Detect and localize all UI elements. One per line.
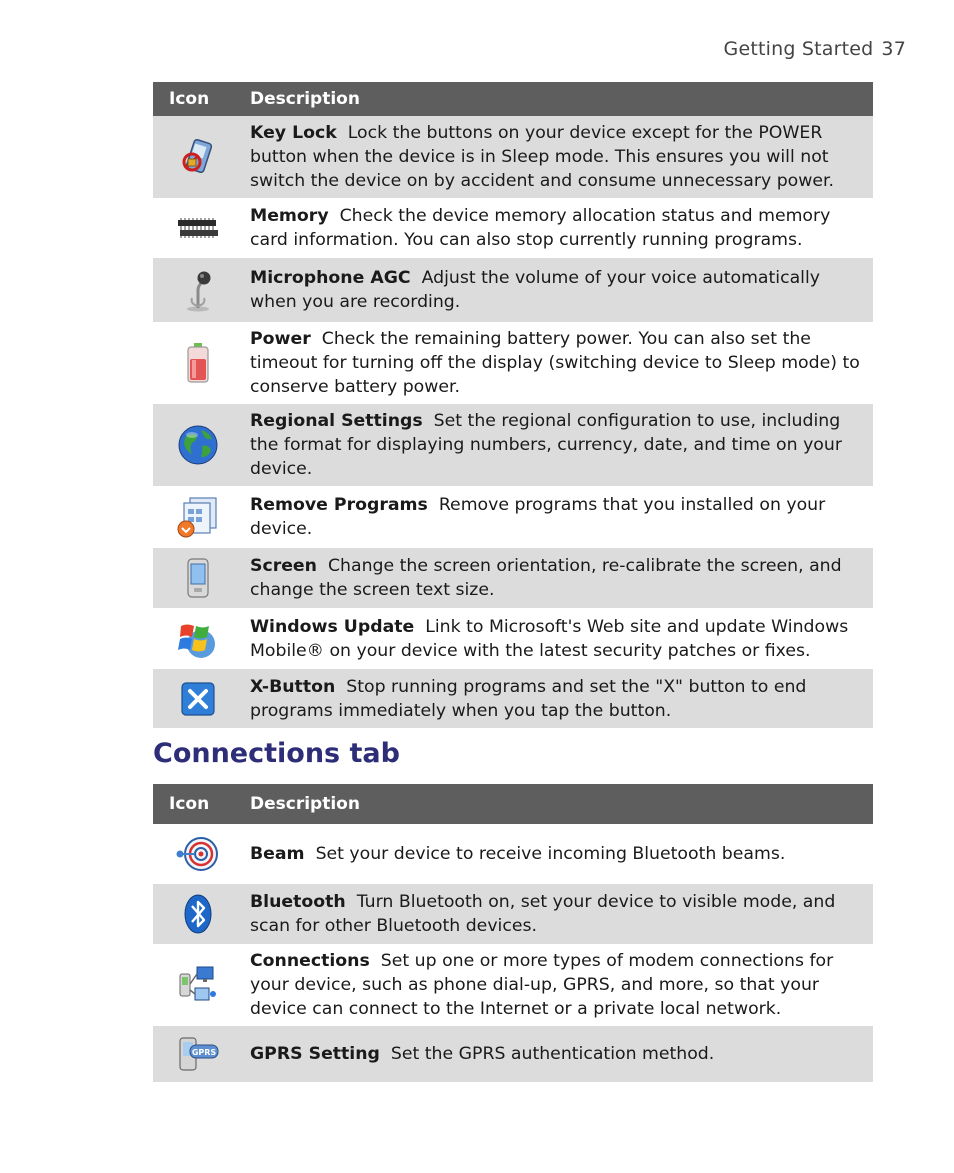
- entry-description: Link to Microsoft's Web site and update Windows Mobile® on your device with the latest security patches or fixes.: [250, 616, 849, 661]
- table-row-microphone-agc: [153, 258, 873, 322]
- table-row-x-button: [153, 669, 873, 728]
- entry-name: Remove Programs: [250, 495, 428, 515]
- entry-description: Remove programs that you installed on your device.: [250, 495, 826, 539]
- table-row-regional-settings: [153, 404, 873, 486]
- table-row-key-lock: [153, 116, 873, 198]
- entry-description: Lock the buttons on your device except for the POWER button when the device is in Sleep mode. This ensures you will not switch the device on by accident and consume unnecessary power.: [250, 123, 835, 191]
- memory-chip-icon: [175, 208, 221, 248]
- entry-description: Set your device to receive incoming Bluetooth beams.: [315, 844, 786, 864]
- entry-name: Power: [250, 329, 311, 349]
- table-row-beam: [153, 824, 873, 884]
- entry-description: Check the remaining battery power. You can also set the timeout for turning off the display (switching device to Sleep mode) to conserve battery power.: [250, 329, 860, 397]
- table-row-gprs-setting: [153, 1026, 873, 1082]
- entry-description: Check the device memory allocation status and memory card information. You can also stop currently running programs.: [250, 206, 831, 250]
- windows-update-icon: [177, 618, 219, 660]
- x-button-icon: [180, 681, 216, 717]
- entry-name: Regional Settings: [250, 411, 423, 431]
- beam-icon: [175, 833, 221, 875]
- entry-name: X-Button: [250, 676, 336, 697]
- entry-name: Microphone AGC: [250, 268, 411, 288]
- entry-description: Set the regional configuration to use, including the format for displaying numbers, currency, date, and time on your device.: [250, 411, 842, 479]
- svg-text:GPRS: GPRS: [191, 1048, 217, 1057]
- running-header-section: Getting Started: [723, 38, 874, 60]
- section-title: Connections tab: [153, 738, 400, 769]
- table-row-remove-programs: [153, 486, 873, 548]
- connections-table: [153, 784, 873, 1082]
- microphone-icon: [180, 268, 216, 312]
- table-row-connections: [153, 944, 873, 1026]
- entry-name: Windows Update: [250, 616, 415, 637]
- entry-description: Stop running programs and set the "X" button to end programs immediately when you tap the button.: [250, 676, 807, 721]
- table-header-row: [153, 784, 873, 824]
- entry-name: Memory: [250, 206, 329, 226]
- battery-icon: [183, 341, 213, 385]
- screen-icon: [183, 557, 213, 599]
- table-row-bluetooth: [153, 884, 873, 944]
- entry-name: Connections: [250, 951, 370, 971]
- table-row-memory: [153, 198, 873, 258]
- globe-icon: [177, 424, 219, 466]
- entry-description: Turn Bluetooth on, set your device to visible mode, and scan for other Bluetooth devices.: [250, 892, 836, 936]
- entry-description: Change the screen orientation, re-calibrate the screen, and change the screen text size.: [250, 556, 842, 600]
- gprs-icon: [176, 1034, 220, 1074]
- entry-description: Set the GPRS authentication method.: [390, 1044, 715, 1064]
- table-row-windows-update: [153, 608, 873, 669]
- column-header-icon: Icon: [153, 82, 243, 116]
- entry-name: Screen: [250, 556, 317, 576]
- entry-name: Key Lock: [250, 123, 337, 143]
- bluetooth-icon: [182, 893, 214, 935]
- entry-description: Adjust the volume of your voice automatically when you are recording.: [250, 268, 821, 312]
- entry-name: GPRS Setting: [250, 1044, 380, 1064]
- page-header: [724, 38, 906, 60]
- column-header-description: Description: [243, 784, 873, 824]
- table-row-screen: [153, 548, 873, 608]
- page-number: 37: [881, 38, 906, 60]
- key-lock-icon: [178, 137, 218, 177]
- table-row-power: [153, 322, 873, 404]
- connections-icon: [177, 964, 219, 1006]
- remove-programs-icon: [176, 495, 220, 539]
- table-header-row: [153, 82, 873, 116]
- entry-name: Beam: [250, 844, 305, 864]
- system-settings-table: [153, 82, 873, 728]
- entry-description: Set up one or more types of modem connections for your device, such as phone dial-up, GPRS, and more, so that your device can connect to the Internet or a private local network.: [250, 951, 834, 1019]
- column-header-description: Description: [243, 82, 873, 116]
- entry-name: Bluetooth: [250, 892, 346, 912]
- column-header-icon: Icon: [153, 784, 243, 824]
